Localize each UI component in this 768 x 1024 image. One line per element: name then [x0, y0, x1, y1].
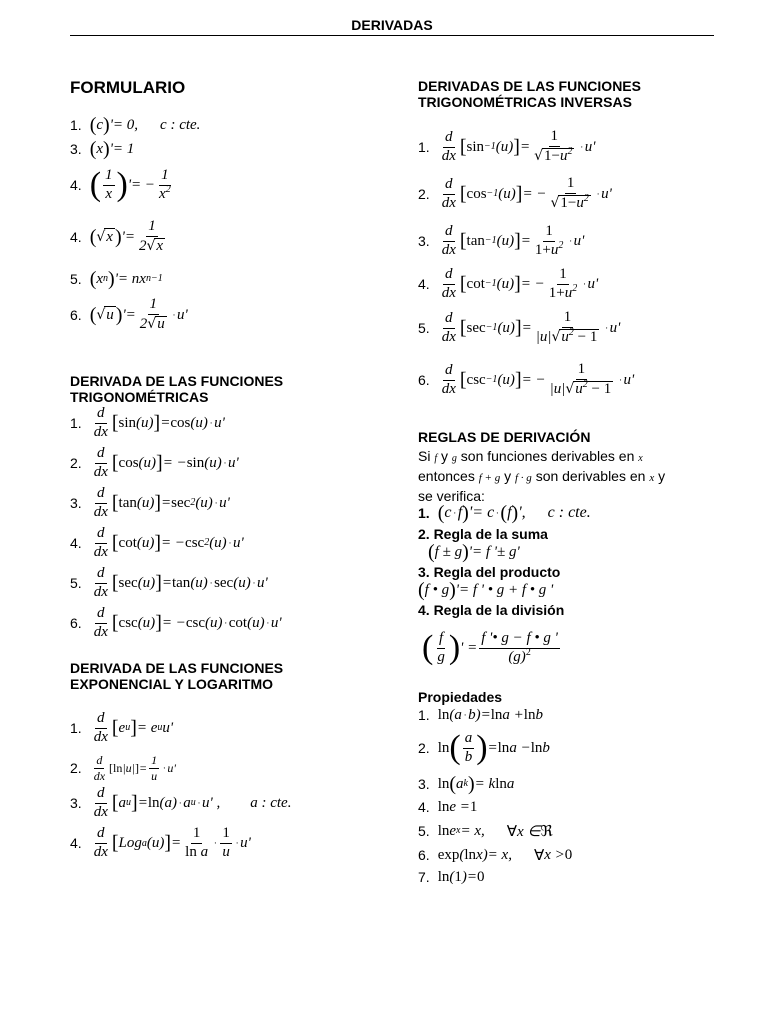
- rule-3-formula: ( f • g ) '= f ' • g + f • g ': [418, 579, 554, 601]
- inv-formula-2: 2. $\frac{d}{dx}$ [ cos −1 (u) ] = − $\frac{1}{√1-u^2}$ · u': [418, 175, 612, 211]
- formula-4a: 4. ( $\frac{1}{x}$ ) '= − $\frac{1}{x^2}$: [70, 166, 171, 203]
- formula-1: 1. ( c ) '= 0, c : cte.: [70, 114, 201, 136]
- properties-title: Propiedades: [418, 689, 503, 705]
- header-divider: [70, 35, 714, 36]
- rule-1: 1. ( c · f ) '= c · ( f ) ', c : cte.: [418, 502, 591, 524]
- exp-formula-2: 2. $\frac{d}{dx}$ [ ln |u| ] = $\frac{1}{u}$ · u': [70, 752, 176, 783]
- rule-3-title: 3. Regla del producto: [418, 564, 561, 580]
- inverse-trig-title: DERIVADAS DE LAS FUNCIONES TRIGONOMÉTRICAS INVERSAS: [418, 78, 641, 110]
- property-4: 4. ln e = 1: [418, 798, 478, 815]
- exp-formula-4: 4. $\frac{d}{dx}$ [ Log a (u) ] = $\frac{1}{\text{ln a}}$ · $\frac{1}{u}$ · u': [70, 824, 251, 860]
- formula-5: 5. ( x n ) '= nx n−1: [70, 268, 163, 290]
- property-7: 7. ln ( 1 )= 0: [418, 868, 485, 885]
- rules-intro-line1: Si f y g son funciones derivables en x: [418, 448, 643, 464]
- trig-title: DERIVADA DE LAS FUNCIONES TRIGONOMÉTRICAS: [70, 373, 284, 405]
- rule-2-title: 2. Regla de la suma: [418, 526, 548, 542]
- rule-4-title: 4. Regla de la división: [418, 602, 565, 618]
- exp-formula-3: 3. $\frac{d}{dx}$ [ a u ] = ln (a) · a u · u' , a : cte.: [70, 784, 292, 820]
- formulario-title: FORMULARIO: [70, 78, 186, 97]
- inv-formula-3: 3. $\frac{d}{dx}$ [ tan −1 (u) ] = $\frac{1}{1+u^2}$ · u': [418, 222, 585, 258]
- exp-formula-1: 1. $\frac{d}{dx}$ [ e u ] = e u u': [70, 709, 174, 745]
- rules-intro-line3: se verifica:: [418, 488, 485, 504]
- trig-formula-2: 2. $\frac{d}{dx}$ [ cos (u) ] = − sin (u) · u': [70, 444, 239, 480]
- formula-4b: 4. ( √ x ) '= $\frac{1}{2√x}$: [70, 218, 164, 254]
- trig-formula-3: 3. $\frac{d}{dx}$ [ tan (u) ] = sec 2 (u) · u': [70, 484, 230, 520]
- inv-formula-5: 5. $\frac{d}{dx}$ [ sec −1 (u) ] = $\frac{1}{|u|√u^2 - 1}$ · u': [418, 309, 621, 345]
- property-3: 3. ln ( a k ) = k ln a: [418, 773, 515, 795]
- inv-formula-1: 1. $\frac{d}{dx}$ [ sin −1 (u) ] = $\frac{1}{√1-u^2}$ · u': [418, 128, 596, 164]
- exp-log-title: DERIVADA DE LAS FUNCIONES EXPONENCIAL Y LOGARITMO: [70, 660, 284, 692]
- rule-4-formula: ( $\frac{f}{g}$ ) ' = $\frac{f '• g - f • g '}{(g)^2}$: [422, 629, 558, 666]
- formula-6: 6. ( √ u ) '= $\frac{1}{2√u}$ · u': [70, 296, 188, 332]
- property-6: 6. exp ( ln x)= x, ∀ x > 0: [418, 846, 573, 864]
- inv-formula-4: 4. $\frac{d}{dx}$ [ cot −1 (u) ] = − $\frac{1}{1+u^2}$ · u': [418, 265, 599, 301]
- inv-formula-6: 6. $\frac{d}{dx}$ [ csc −1 (u) ] = − $\frac{1}{|u|√u^2 - 1}$ · u': [418, 361, 635, 397]
- rules-intro-line2: entonces f + g y f · g son derivables en x y: [418, 468, 666, 484]
- rules-title: REGLAS DE DERIVACIÓN: [418, 429, 591, 445]
- rule-2-formula: ( f ± g ) '= f '± g': [428, 541, 520, 563]
- formula-3: 3. ( x ) '= 1: [70, 138, 135, 160]
- property-5: 5. ln e x = x, ∀ x ∈ ℜ: [418, 822, 553, 840]
- trig-formula-4: 4. $\frac{d}{dx}$ [ cot (u) ] = − csc 2 (u) · u': [70, 524, 244, 560]
- page-header: DERIVADAS: [351, 17, 433, 33]
- property-2: 2. ln ( $\frac{a}{b}$ ) = ln a − ln b: [418, 729, 550, 766]
- trig-formula-6: 6. $\frac{d}{dx}$ [ csc (u) ] = − csc (u) · cot (u) · u': [70, 604, 282, 640]
- property-1: 1. ln (a · b)= ln a + ln b: [418, 706, 543, 723]
- trig-formula-5: 5. $\frac{d}{dx}$ [ sec (u) ] = tan (u) · sec (u) · u': [70, 564, 268, 600]
- trig-formula-1: 1. $\frac{d}{dx}$ [ sin (u) ] = cos (u) · u': [70, 404, 225, 440]
